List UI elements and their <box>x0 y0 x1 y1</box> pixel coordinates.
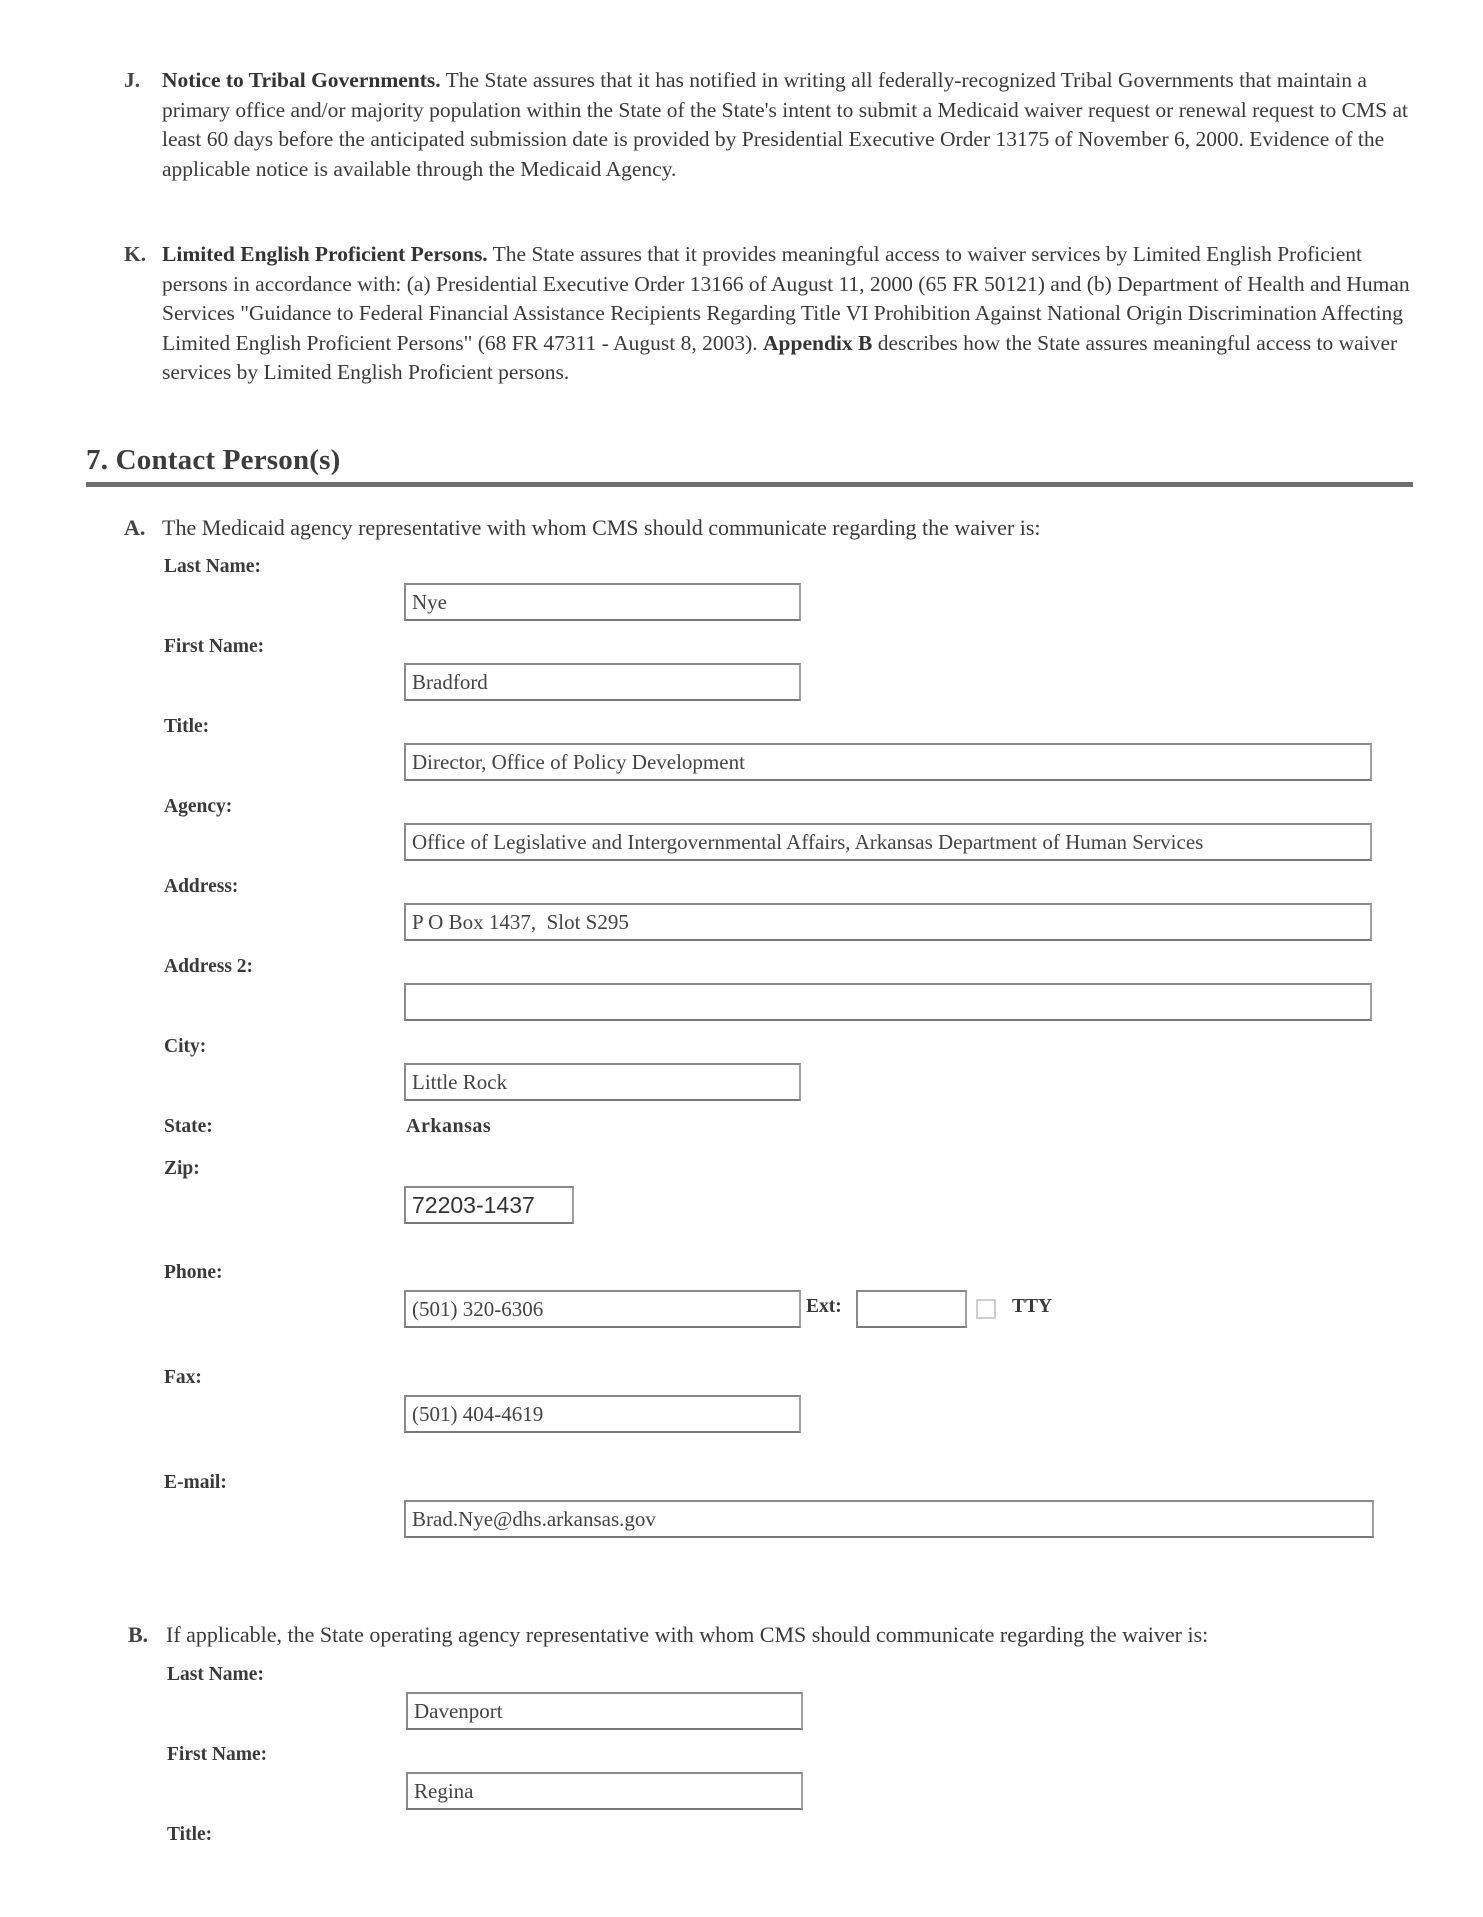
assurance-k <box>124 240 1424 388</box>
assurance-k-text-after: describes how the State assures meaningful access to waiver services by Limited English Proficient persons. <box>162 330 1398 384</box>
phone-input[interactable]: (501) 320-6306 <box>404 1290 801 1328</box>
section-divider <box>86 482 1413 487</box>
assurance-j-text: The State assures that it has notified in writing all federally-recognized Tribal Governments that maintain a primary office and/or majority population within the State of the State's intent to submit a Medicaid waiver request or renewal request to CMS at least 60 days before the anticipated submission date is provided by Presidential Executive Order 13175 of November 6, 2000. Evidence of the applicable notice is available through the Medicaid Agency. <box>162 68 1408 181</box>
last-name-input[interactable]: Nye <box>404 583 801 621</box>
fax-input[interactable]: (501) 404-4619 <box>404 1395 801 1433</box>
contact-a-intro <box>124 515 1041 541</box>
address2-input[interactable] <box>404 983 1372 1021</box>
tty-label: TTY <box>1012 1296 1053 1317</box>
address-label: Address: <box>164 876 239 897</box>
city-input[interactable]: Little Rock <box>404 1063 801 1101</box>
last-name-label: Last Name: <box>164 556 261 577</box>
b-title-label: Title: <box>167 1824 213 1845</box>
email-label: E-mail: <box>164 1472 227 1493</box>
contact-b-intro <box>128 1622 1208 1648</box>
first-name-label: First Name: <box>164 636 265 657</box>
assurance-j-letter: J. <box>124 68 141 92</box>
title-label: Title: <box>164 716 210 737</box>
assurance-j-body <box>162 66 1424 184</box>
appendix-b-reference: Appendix B <box>763 330 873 355</box>
state-value: Arkansas <box>406 1115 492 1137</box>
first-name-input[interactable]: Bradford <box>404 663 801 701</box>
address2-label: Address 2: <box>164 956 254 977</box>
ext-input[interactable] <box>856 1290 967 1328</box>
assurance-k-letter: K. <box>124 242 147 266</box>
city-label: City: <box>164 1036 207 1057</box>
b-last-name-input[interactable]: Davenport <box>406 1692 803 1730</box>
assurance-k-body <box>162 240 1424 388</box>
contact-b-intro-text: If applicable, the State operating agency representative with whom CMS should communicate regarding the waiver is: <box>166 1622 1209 1647</box>
b-last-name-label: Last Name: <box>167 1664 264 1685</box>
email-input[interactable]: Brad.Nye@dhs.arkansas.gov <box>404 1500 1374 1538</box>
assurance-k-text-before: The State assures that it provides meaningful access to waiver services by Limited English Proficient persons in accordance with: (a) Presidential Executive Order 13166 of August 11, 2000 (65 FR 50121) and (b) Department of Health and Human Services "Guidance to Federal Financial Assistance Recipients Regarding Title VI Prohibition Against National Origin Discrimination Affecting Limited English Proficient Persons" (68 FR 47311 - August 8, 2003). <box>162 242 1410 355</box>
tty-checkbox[interactable] <box>976 1299 996 1319</box>
assurance-k-heading: Limited English Proficient Persons. <box>162 242 488 266</box>
contact-a-letter: A. <box>124 515 146 540</box>
agency-input[interactable]: Office of Legislative and Intergovernmental Affairs, Arkansas Department of Human Services <box>404 823 1372 861</box>
section-title: 7. Contact Person(s) <box>86 444 341 476</box>
assurance-j-heading: Notice to Tribal Governments. <box>162 68 441 92</box>
fax-label: Fax: <box>164 1367 202 1388</box>
b-first-name-input[interactable]: Regina <box>406 1772 803 1810</box>
agency-label: Agency: <box>164 796 233 817</box>
b-first-name-label: First Name: <box>167 1744 268 1765</box>
contact-a-intro-text: The Medicaid agency representative with whom CMS should communicate regarding the waiver is: <box>162 515 1041 540</box>
contact-b-letter: B. <box>128 1622 149 1647</box>
ext-label: Ext: <box>806 1296 842 1317</box>
title-input[interactable]: Director, Office of Policy Development <box>404 743 1372 781</box>
zip-input[interactable]: 72203-1437 <box>404 1186 574 1224</box>
state-label: State: <box>164 1116 213 1137</box>
address-input[interactable]: P O Box 1437, Slot S295 <box>404 903 1372 941</box>
assurance-j <box>124 66 1424 184</box>
zip-label: Zip: <box>164 1158 200 1179</box>
phone-label: Phone: <box>164 1262 223 1283</box>
